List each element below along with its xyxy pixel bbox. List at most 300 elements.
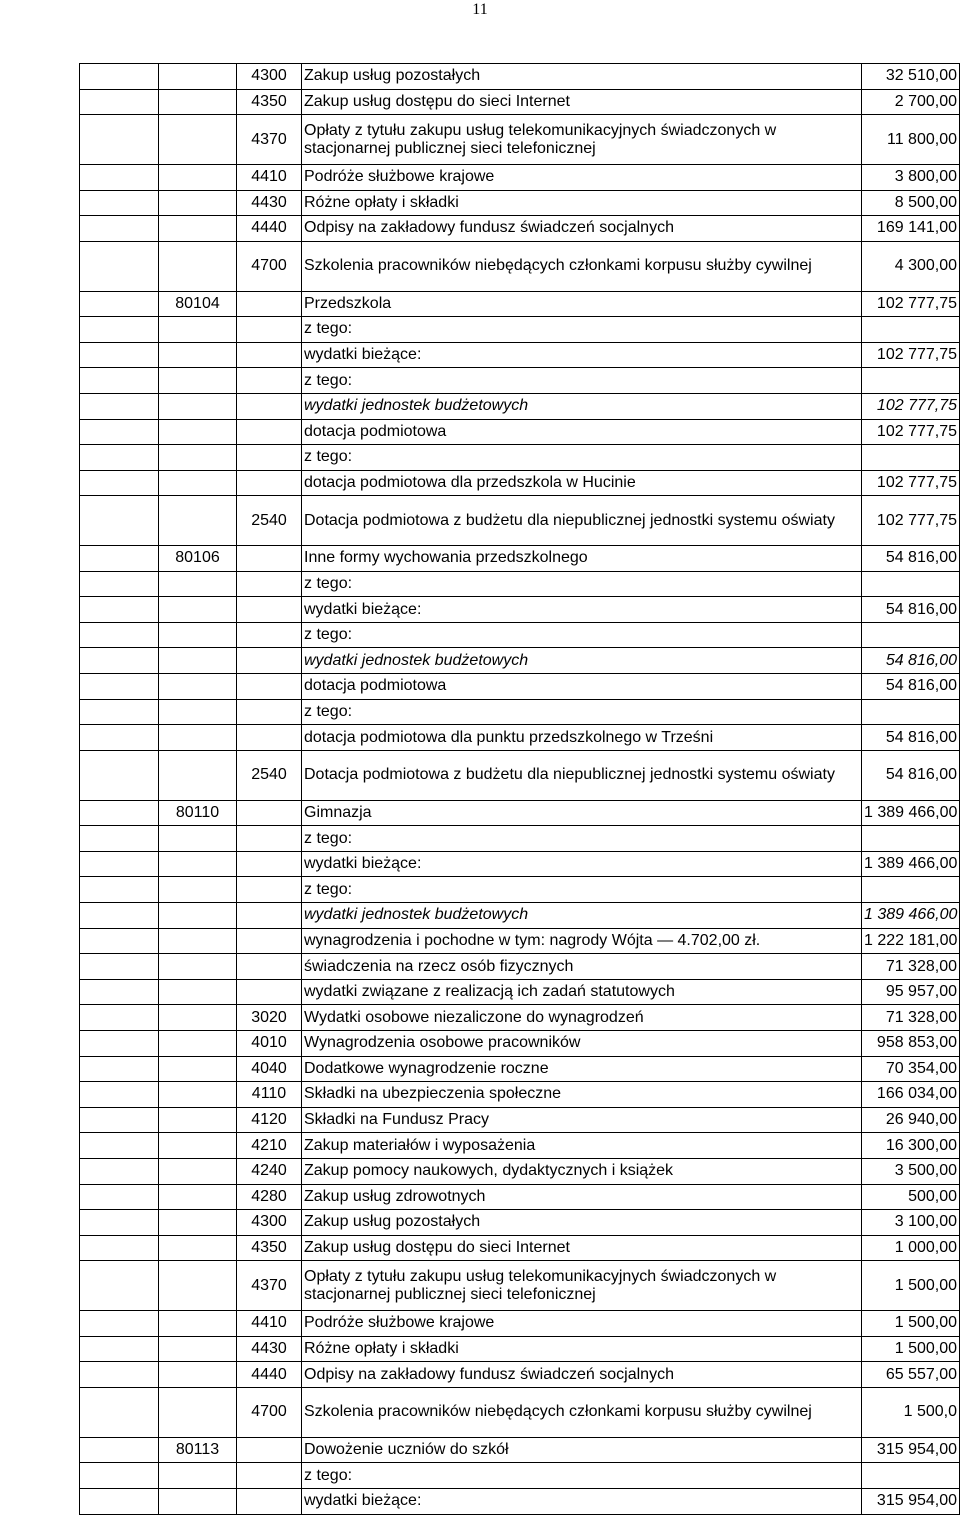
amount-cell: 65 557,00 [862, 1362, 960, 1388]
description-cell: Opłaty z tytułu zakupu usług telekomunikacyjnych świadczonych w stacjonarnej publicznej sieci telefonicznej [302, 115, 862, 165]
table-row [80, 419, 960, 445]
division-code-cell [80, 317, 159, 343]
table-row [80, 1437, 960, 1463]
division-code-cell [80, 1336, 159, 1362]
table-row [80, 1158, 960, 1184]
division-code-cell [80, 115, 159, 165]
division-code-cell [80, 1005, 159, 1031]
amount-cell: 102 777,75 [862, 470, 960, 496]
description-cell: wydatki bieżące: [302, 851, 862, 877]
chapter-code-cell [159, 1235, 237, 1261]
page-number: 11 [472, 1, 488, 18]
chapter-code-cell: 80113 [159, 1437, 237, 1463]
description-cell: Wynagrodzenia osobowe pracowników [302, 1031, 862, 1057]
division-code-cell [80, 674, 159, 700]
chapter-code-cell [159, 445, 237, 471]
amount-cell: 166 034,00 [862, 1082, 960, 1108]
division-code-cell [80, 216, 159, 242]
chapter-code-cell [159, 877, 237, 903]
amount-cell [862, 445, 960, 471]
table-row [80, 1463, 960, 1489]
description-cell: wydatki związane z realizacją ich zadań statutowych [302, 979, 862, 1005]
table-row [80, 928, 960, 954]
description-cell: z tego: [302, 571, 862, 597]
chapter-code-cell [159, 597, 237, 623]
division-code-cell [80, 979, 159, 1005]
amount-cell: 1 389 466,00 [862, 800, 960, 826]
chapter-code-cell [159, 622, 237, 648]
chapter-code-cell [159, 1158, 237, 1184]
paragraph-code-cell [237, 674, 302, 700]
table-row [80, 393, 960, 419]
description-cell: Zakup materiałów i wyposażenia [302, 1133, 862, 1159]
description-cell: Składki na ubezpieczenia społeczne [302, 1082, 862, 1108]
amount-cell: 169 141,00 [862, 216, 960, 242]
chapter-code-cell: 80106 [159, 546, 237, 572]
table-row [80, 115, 960, 165]
table-row [80, 571, 960, 597]
description-cell: z tego: [302, 1463, 862, 1489]
chapter-code-cell [159, 89, 237, 115]
description-cell: wydatki jednostek budżetowych [302, 393, 862, 419]
table-row [80, 979, 960, 1005]
chapter-code-cell [159, 342, 237, 368]
amount-cell: 54 816,00 [862, 597, 960, 623]
description-cell: dotacja podmiotowa dla punktu przedszkolnego w Trześni [302, 725, 862, 751]
division-code-cell [80, 1133, 159, 1159]
division-code-cell [80, 1031, 159, 1057]
chapter-code-cell [159, 954, 237, 980]
description-cell: Zakup usług zdrowotnych [302, 1184, 862, 1210]
table-row [80, 750, 960, 800]
description-cell: Zakup usług dostępu do sieci Internet [302, 1235, 862, 1261]
amount-cell: 102 777,75 [862, 496, 960, 546]
paragraph-code-cell: 4370 [237, 115, 302, 165]
table-row [80, 64, 960, 90]
paragraph-code-cell [237, 928, 302, 954]
amount-cell: 71 328,00 [862, 1005, 960, 1031]
description-cell: Inne formy wychowania przedszkolnego [302, 546, 862, 572]
chapter-code-cell [159, 1311, 237, 1337]
division-code-cell [80, 241, 159, 291]
division-code-cell [80, 1210, 159, 1236]
paragraph-code-cell [237, 1488, 302, 1514]
division-code-cell [80, 622, 159, 648]
amount-cell [862, 826, 960, 852]
paragraph-code-cell [237, 291, 302, 317]
division-code-cell [80, 750, 159, 800]
description-cell: wynagrodzenia i pochodne w tym: nagrody Wójta — 4.702,00 zł. [302, 928, 862, 954]
paragraph-code-cell [237, 877, 302, 903]
table-row [80, 674, 960, 700]
chapter-code-cell [159, 1005, 237, 1031]
description-cell: Podróże służbowe krajowe [302, 164, 862, 190]
budget-table-body [80, 64, 960, 1515]
amount-cell: 32 510,00 [862, 64, 960, 90]
paragraph-code-cell: 4350 [237, 1235, 302, 1261]
chapter-code-cell [159, 826, 237, 852]
description-cell: Szkolenia pracowników niebędących członkami korpusu służby cywilnej [302, 241, 862, 291]
chapter-code-cell [159, 903, 237, 929]
table-row [80, 1184, 960, 1210]
division-code-cell [80, 1056, 159, 1082]
division-code-cell [80, 368, 159, 394]
paragraph-code-cell [237, 800, 302, 826]
chapter-code-cell [159, 1261, 237, 1311]
paragraph-code-cell: 4410 [237, 1311, 302, 1337]
division-code-cell [80, 164, 159, 190]
amount-cell: 102 777,75 [862, 291, 960, 317]
division-code-cell [80, 800, 159, 826]
paragraph-code-cell [237, 546, 302, 572]
table-row [80, 597, 960, 623]
description-cell: Różne opłaty i składki [302, 1336, 862, 1362]
paragraph-code-cell: 4210 [237, 1133, 302, 1159]
paragraph-code-cell: 2540 [237, 496, 302, 546]
amount-cell [862, 877, 960, 903]
amount-cell: 500,00 [862, 1184, 960, 1210]
table-row [80, 800, 960, 826]
chapter-code-cell [159, 851, 237, 877]
description-cell: Składki na Fundusz Pracy [302, 1107, 862, 1133]
paragraph-code-cell [237, 648, 302, 674]
description-cell: dotacja podmiotowa [302, 419, 862, 445]
description-cell: Zakup usług pozostałych [302, 64, 862, 90]
description-cell: Różne opłaty i składki [302, 190, 862, 216]
paragraph-code-cell: 2540 [237, 750, 302, 800]
amount-cell: 3 500,00 [862, 1158, 960, 1184]
amount-cell: 1 500,00 [862, 1311, 960, 1337]
chapter-code-cell [159, 164, 237, 190]
chapter-code-cell [159, 750, 237, 800]
description-cell: wydatki jednostek budżetowych [302, 648, 862, 674]
division-code-cell [80, 851, 159, 877]
paragraph-code-cell [237, 851, 302, 877]
division-code-cell [80, 1387, 159, 1437]
description-cell: Zakup pomocy naukowych, dydaktycznych i książek [302, 1158, 862, 1184]
amount-cell: 315 954,00 [862, 1437, 960, 1463]
table-row [80, 1387, 960, 1437]
chapter-code-cell [159, 1184, 237, 1210]
amount-cell: 2 700,00 [862, 89, 960, 115]
table-row [80, 699, 960, 725]
division-code-cell [80, 1082, 159, 1108]
amount-cell: 102 777,75 [862, 419, 960, 445]
chapter-code-cell [159, 928, 237, 954]
amount-cell: 54 816,00 [862, 648, 960, 674]
table-row [80, 291, 960, 317]
division-code-cell [80, 89, 159, 115]
chapter-code-cell: 80104 [159, 291, 237, 317]
description-cell: z tego: [302, 445, 862, 471]
chapter-code-cell [159, 1362, 237, 1388]
amount-cell: 95 957,00 [862, 979, 960, 1005]
description-cell: Podróże służbowe krajowe [302, 1311, 862, 1337]
paragraph-code-cell: 4110 [237, 1082, 302, 1108]
chapter-code-cell [159, 1133, 237, 1159]
chapter-code-cell [159, 1031, 237, 1057]
amount-cell: 71 328,00 [862, 954, 960, 980]
description-cell: Szkolenia pracowników niebędących członkami korpusu służby cywilnej [302, 1387, 862, 1437]
chapter-code-cell [159, 1107, 237, 1133]
paragraph-code-cell: 4440 [237, 216, 302, 242]
chapter-code-cell [159, 1082, 237, 1108]
amount-cell [862, 622, 960, 648]
amount-cell: 16 300,00 [862, 1133, 960, 1159]
description-cell: Dowożenie uczniów do szkół [302, 1437, 862, 1463]
paragraph-code-cell [237, 622, 302, 648]
table-row [80, 317, 960, 343]
division-code-cell [80, 546, 159, 572]
division-code-cell [80, 1158, 159, 1184]
amount-cell: 1 000,00 [862, 1235, 960, 1261]
paragraph-code-cell [237, 979, 302, 1005]
paragraph-code-cell [237, 1437, 302, 1463]
table-row [80, 470, 960, 496]
description-cell: Gimnazja [302, 800, 862, 826]
division-code-cell [80, 725, 159, 751]
amount-cell: 102 777,75 [862, 393, 960, 419]
division-code-cell [80, 419, 159, 445]
table-row [80, 903, 960, 929]
chapter-code-cell [159, 419, 237, 445]
chapter-code-cell [159, 1387, 237, 1437]
table-row [80, 1311, 960, 1337]
table-row [80, 1362, 960, 1388]
description-cell: z tego: [302, 368, 862, 394]
budget-table [79, 63, 960, 1515]
table-row [80, 89, 960, 115]
description-cell: Dotacja podmiotowa z budżetu dla niepublicznej jednostki systemu oświaty [302, 496, 862, 546]
description-cell: Zakup usług dostępu do sieci Internet [302, 89, 862, 115]
division-code-cell [80, 826, 159, 852]
division-code-cell [80, 928, 159, 954]
division-code-cell [80, 1463, 159, 1489]
description-cell: Opłaty z tytułu zakupu usług telekomunikacyjnych świadczonych w stacjonarnej publicznej sieci telefonicznej [302, 1261, 862, 1311]
description-cell: z tego: [302, 699, 862, 725]
table-row [80, 1005, 960, 1031]
description-cell: wydatki bieżące: [302, 342, 862, 368]
chapter-code-cell [159, 674, 237, 700]
table-row [80, 1133, 960, 1159]
table-row [80, 368, 960, 394]
paragraph-code-cell: 3020 [237, 1005, 302, 1031]
division-code-cell [80, 1311, 159, 1337]
amount-cell: 1 389 466,00 [862, 851, 960, 877]
description-cell: Odpisy na zakładowy fundusz świadczeń socjalnych [302, 216, 862, 242]
description-cell: z tego: [302, 826, 862, 852]
table-row [80, 1235, 960, 1261]
table-row [80, 445, 960, 471]
paragraph-code-cell: 4440 [237, 1362, 302, 1388]
amount-cell: 4 300,00 [862, 241, 960, 291]
chapter-code-cell [159, 216, 237, 242]
amount-cell: 3 100,00 [862, 1210, 960, 1236]
division-code-cell [80, 903, 159, 929]
paragraph-code-cell [237, 445, 302, 471]
chapter-code-cell [159, 1488, 237, 1514]
amount-cell: 70 354,00 [862, 1056, 960, 1082]
description-cell: z tego: [302, 877, 862, 903]
chapter-code-cell [159, 571, 237, 597]
table-row [80, 216, 960, 242]
table-row [80, 622, 960, 648]
chapter-code-cell [159, 1336, 237, 1362]
paragraph-code-cell [237, 470, 302, 496]
division-code-cell [80, 597, 159, 623]
table-row [80, 725, 960, 751]
division-code-cell [80, 1488, 159, 1514]
description-cell: Przedszkola [302, 291, 862, 317]
division-code-cell [80, 291, 159, 317]
paragraph-code-cell [237, 571, 302, 597]
description-cell: wydatki bieżące: [302, 597, 862, 623]
division-code-cell [80, 699, 159, 725]
paragraph-code-cell [237, 317, 302, 343]
paragraph-code-cell [237, 393, 302, 419]
division-code-cell [80, 342, 159, 368]
description-cell: świadczenia na rzecz osób fizycznych [302, 954, 862, 980]
table-row [80, 496, 960, 546]
division-code-cell [80, 648, 159, 674]
division-code-cell [80, 393, 159, 419]
paragraph-code-cell: 4040 [237, 1056, 302, 1082]
amount-cell: 54 816,00 [862, 674, 960, 700]
chapter-code-cell [159, 190, 237, 216]
amount-cell: 958 853,00 [862, 1031, 960, 1057]
paragraph-code-cell: 4370 [237, 1261, 302, 1311]
amount-cell: 1 222 181,00 [862, 928, 960, 954]
amount-cell: 1 500,00 [862, 1261, 960, 1311]
chapter-code-cell [159, 241, 237, 291]
table-row [80, 648, 960, 674]
paragraph-code-cell [237, 342, 302, 368]
paragraph-code-cell: 4300 [237, 1210, 302, 1236]
table-row [80, 1336, 960, 1362]
amount-cell: 54 816,00 [862, 750, 960, 800]
paragraph-code-cell [237, 419, 302, 445]
amount-cell: 1 500,0 [862, 1387, 960, 1437]
amount-cell: 1 500,00 [862, 1336, 960, 1362]
chapter-code-cell [159, 393, 237, 419]
paragraph-code-cell: 4240 [237, 1158, 302, 1184]
chapter-code-cell [159, 648, 237, 674]
paragraph-code-cell: 4700 [237, 241, 302, 291]
division-code-cell [80, 1107, 159, 1133]
description-cell: dotacja podmiotowa dla przedszkola w Hucinie [302, 470, 862, 496]
table-row [80, 241, 960, 291]
table-row [80, 190, 960, 216]
amount-cell [862, 699, 960, 725]
table-row [80, 1261, 960, 1311]
paragraph-code-cell: 4010 [237, 1031, 302, 1057]
chapter-code-cell [159, 470, 237, 496]
amount-cell [862, 1463, 960, 1489]
table-row [80, 826, 960, 852]
division-code-cell [80, 1261, 159, 1311]
description-cell: z tego: [302, 317, 862, 343]
division-code-cell [80, 1437, 159, 1463]
table-row [80, 954, 960, 980]
division-code-cell [80, 1235, 159, 1261]
description-cell: Zakup usług pozostałych [302, 1210, 862, 1236]
division-code-cell [80, 190, 159, 216]
paragraph-code-cell: 4350 [237, 89, 302, 115]
chapter-code-cell [159, 317, 237, 343]
paragraph-code-cell [237, 903, 302, 929]
table-row [80, 1056, 960, 1082]
paragraph-code-cell: 4410 [237, 164, 302, 190]
table-row [80, 1082, 960, 1108]
chapter-code-cell [159, 115, 237, 165]
paragraph-code-cell: 4430 [237, 190, 302, 216]
description-cell: Dotacja podmiotowa z budżetu dla niepublicznej jednostki systemu oświaty [302, 750, 862, 800]
table-row [80, 342, 960, 368]
amount-cell: 54 816,00 [862, 725, 960, 751]
description-cell: Odpisy na zakładowy fundusz świadczeń socjalnych [302, 1362, 862, 1388]
division-code-cell [80, 1184, 159, 1210]
amount-cell: 8 500,00 [862, 190, 960, 216]
division-code-cell [80, 1362, 159, 1388]
description-cell: z tego: [302, 622, 862, 648]
paragraph-code-cell: 4700 [237, 1387, 302, 1437]
amount-cell [862, 571, 960, 597]
chapter-code-cell [159, 496, 237, 546]
paragraph-code-cell [237, 699, 302, 725]
division-code-cell [80, 877, 159, 903]
chapter-code-cell [159, 1463, 237, 1489]
paragraph-code-cell [237, 725, 302, 751]
chapter-code-cell [159, 1056, 237, 1082]
amount-cell [862, 317, 960, 343]
amount-cell: 1 389 466,00 [862, 903, 960, 929]
paragraph-code-cell [237, 597, 302, 623]
description-cell: wydatki bieżące: [302, 1488, 862, 1514]
table-row [80, 877, 960, 903]
paragraph-code-cell [237, 368, 302, 394]
amount-cell: 102 777,75 [862, 342, 960, 368]
description-cell: dotacja podmiotowa [302, 674, 862, 700]
amount-cell: 11 800,00 [862, 115, 960, 165]
division-code-cell [80, 445, 159, 471]
amount-cell [862, 368, 960, 394]
chapter-code-cell [159, 368, 237, 394]
paragraph-code-cell: 4120 [237, 1107, 302, 1133]
division-code-cell [80, 954, 159, 980]
division-code-cell [80, 571, 159, 597]
table-row [80, 1488, 960, 1514]
paragraph-code-cell: 4430 [237, 1336, 302, 1362]
description-cell: wydatki jednostek budżetowych [302, 903, 862, 929]
table-row [80, 1107, 960, 1133]
paragraph-code-cell [237, 1463, 302, 1489]
chapter-code-cell: 80110 [159, 800, 237, 826]
description-cell: Dodatkowe wynagrodzenie roczne [302, 1056, 862, 1082]
division-code-cell [80, 496, 159, 546]
amount-cell: 54 816,00 [862, 546, 960, 572]
chapter-code-cell [159, 64, 237, 90]
division-code-cell [80, 64, 159, 90]
chapter-code-cell [159, 725, 237, 751]
amount-cell: 315 954,00 [862, 1488, 960, 1514]
chapter-code-cell [159, 699, 237, 725]
paragraph-code-cell [237, 954, 302, 980]
chapter-code-cell [159, 979, 237, 1005]
table-row [80, 851, 960, 877]
amount-cell: 26 940,00 [862, 1107, 960, 1133]
paragraph-code-cell: 4300 [237, 64, 302, 90]
amount-cell: 3 800,00 [862, 164, 960, 190]
